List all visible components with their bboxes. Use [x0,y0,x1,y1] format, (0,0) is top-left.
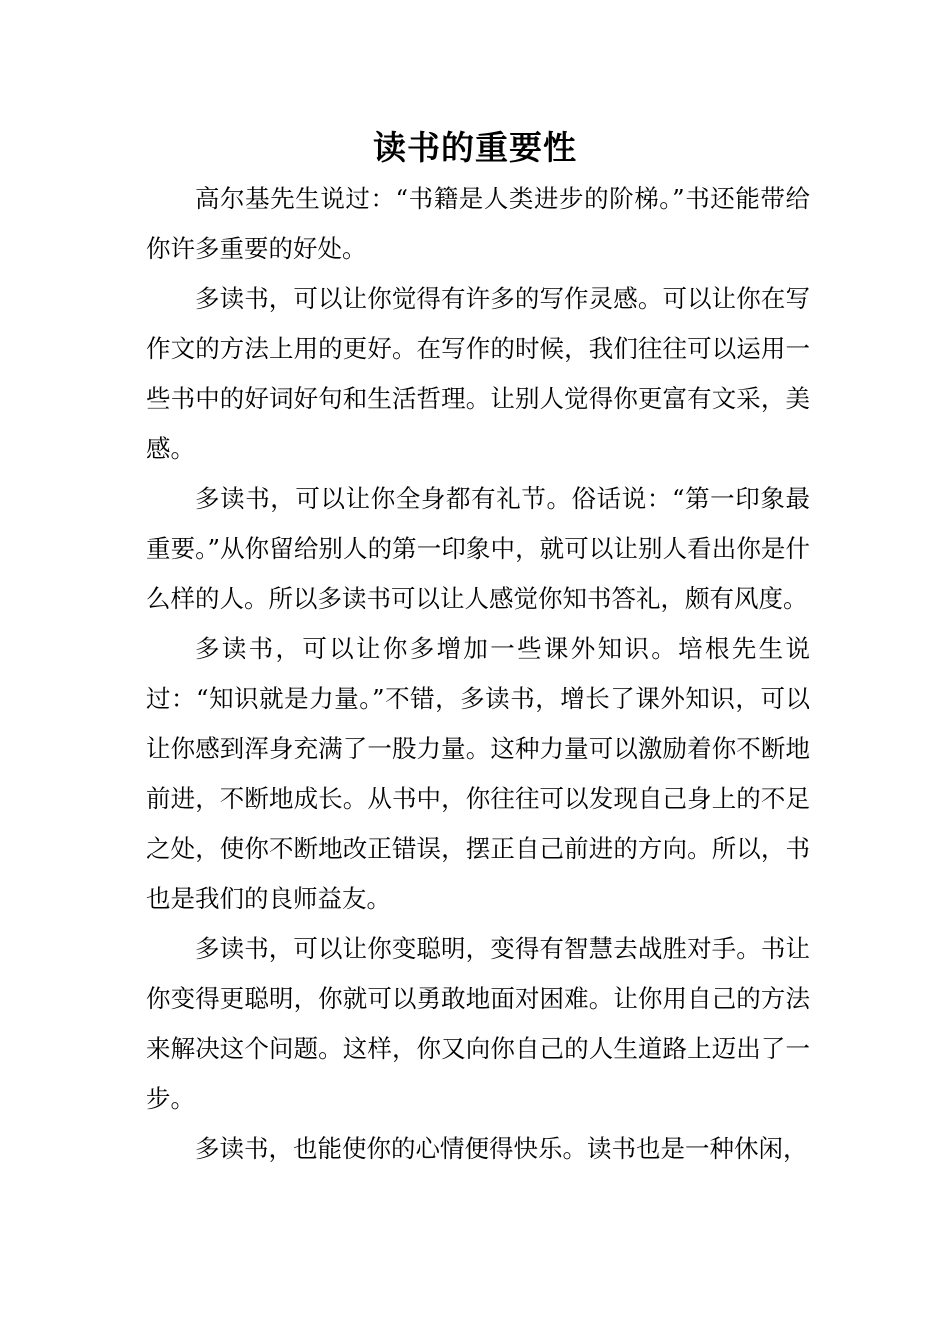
paragraph-5: 多读书，可以让你变聪明，变得有智慧去战胜对手。书让你变得更聪明，你就可以勇敢地面对困难。让你用自己的方法来解决这个问题。这样，你又向你自己的人生道路上迈出了一步。 [146,934,810,1113]
paragraph-4: 多读书，可以让你多增加一些课外知识。培根先生说过：“知识就是力量。”不错，多读书，增长了课外知识，可以让你感到浑身充满了一股力量。这种力量可以激励着你不断地前进，不断地成长。从书中，你往往可以发现自己身上的不足之处，使你不断地改正错误，摆正自己前进的方向。所以，书也是我们的良师益友。 [146,634,810,913]
document-body [146,174,810,1174]
paragraph-3: 多读书，可以让你全身都有礼节。俗话说：“第一印象最重要。”从你留给别人的第一印象中，就可以让别人看出你是什么样的人。所以多读书可以让人感觉你知书答礼，颇有风度。 [146,484,810,613]
paragraph-2: 多读书，可以让你觉得有许多的写作灵感。可以让你在写作文的方法上用的更好。在写作的时候，我们往往可以运用一些书中的好词好句和生活哲理。让别人觉得你更富有文采，美感。 [146,284,810,463]
paragraph-1: 高尔基先生说过：“书籍是人类进步的阶梯。”书还能带给你许多重要的好处。 [146,184,810,263]
document-title: 读书的重要性 [373,128,577,167]
paragraph-6: 多读书，也能使你的心情便得快乐。读书也是一种休闲， [195,1134,808,1163]
